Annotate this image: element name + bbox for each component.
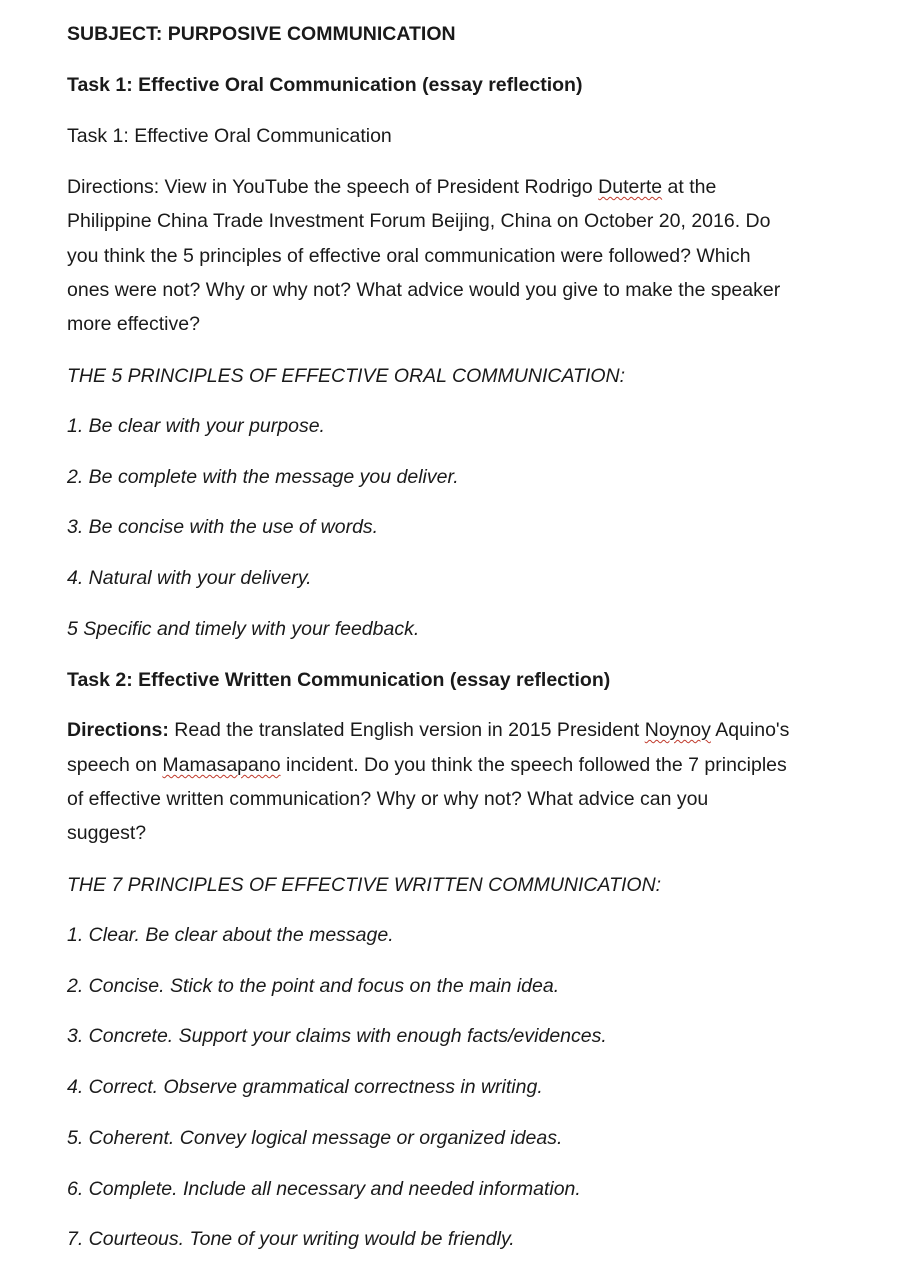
written-principle-item: 7. Courteous. Tone of your writing would be friendly. (67, 1228, 515, 1250)
task2-heading: Task 2: Effective Written Communication (essay reflection) (67, 669, 611, 691)
task1-directions-line-2: Philippine China Trade Investment Forum Beijing, China on October 20, 2016. Do (67, 210, 771, 232)
task2-directions-text: incident. Do you think the speech followed the 7 principles (280, 754, 787, 776)
written-principle-item: 4. Correct. Observe grammatical correctness in writing. (67, 1076, 543, 1098)
task1-directions-text: at the (662, 176, 717, 198)
oral-principle-item: 4. Natural with your delivery. (67, 567, 312, 589)
task1-directions-line-5: more effective? (67, 313, 200, 335)
task1-heading: Task 1: Effective Oral Communication (essay reflection) (67, 74, 583, 96)
task1-directions-line-4: ones were not? Why or why not? What advice would you give to make the speaker (67, 279, 781, 301)
task2-directions-text: speech on (67, 754, 163, 776)
written-principle-item: 2. Concise. Stick to the point and focus on the main idea. (67, 975, 560, 997)
task1-directions-text: Directions: View in YouTube the speech of President Rodrigo (67, 176, 599, 198)
oral-principle-item: 2. Be complete with the message you deliver. (67, 466, 459, 488)
spellcheck-flagged-word: Noynoy (644, 719, 711, 741)
written-principles-title: THE 7 PRINCIPLES OF EFFECTIVE WRITTEN COMMUNICATION: (67, 874, 662, 896)
task2-directions-line-4: suggest? (67, 822, 147, 844)
written-principle-item: 6. Complete. Include all necessary and needed information. (67, 1178, 581, 1200)
task1-directions-line-3: you think the 5 principles of effective oral communication were followed? Which (67, 245, 751, 267)
written-principle-item: 5. Coherent. Convey logical message or organized ideas. (67, 1127, 563, 1149)
task1-directions-line-1 (67, 175, 716, 199)
written-principle-item: 3. Concrete. Support your claims with enough facts/evidences. (67, 1025, 607, 1047)
written-principle-item: 1. Clear. Be clear about the message. (67, 924, 394, 946)
task2-directions-text: Aquino's (710, 719, 790, 741)
task2-directions-line-1 (67, 718, 789, 742)
task2-directions-line-2 (67, 753, 787, 777)
spellcheck-flagged-word: Duterte (598, 176, 663, 198)
task2-directions-text: Read the translated English version in 2015 President (168, 719, 645, 741)
oral-principle-item: 1. Be clear with your purpose. (67, 415, 325, 437)
oral-principles-title: THE 5 PRINCIPLES OF EFFECTIVE ORAL COMMUNICATION: (67, 365, 625, 387)
directions-label: Directions: (67, 719, 169, 741)
oral-principle-item: 5 Specific and timely with your feedback. (67, 618, 420, 640)
spellcheck-flagged-word: Mamasapano (162, 754, 281, 776)
task1-subheading: Task 1: Effective Oral Communication (67, 125, 392, 147)
subject-title: SUBJECT: PURPOSIVE COMMUNICATION (67, 23, 456, 45)
oral-principle-item: 3. Be concise with the use of words. (67, 516, 379, 538)
task2-directions-line-3: of effective written communication? Why or why not? What advice can you (67, 788, 709, 810)
